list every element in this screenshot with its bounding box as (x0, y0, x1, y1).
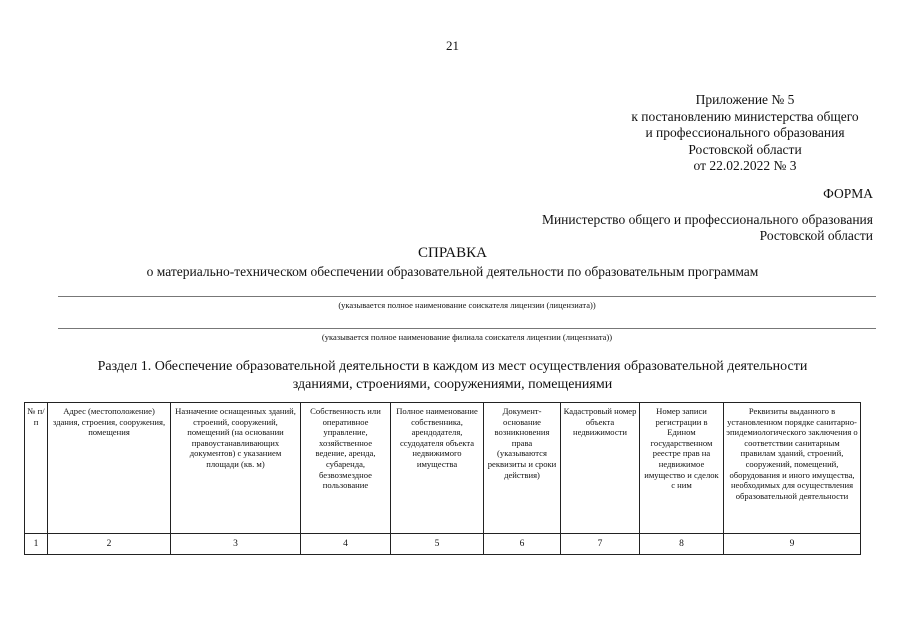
appendix-line: от 22.02.2022 № 3 (693, 158, 797, 173)
section-heading-line: зданиями, строениями, сооружениями, помещениями (292, 377, 613, 392)
form-label: ФОРМА (823, 186, 873, 201)
section-heading-line: Раздел 1. Обеспечение образовательной деятельности в каждом из мест осуществления образовательной деятельности (97, 359, 808, 374)
fill-in-line (58, 296, 876, 297)
fill-in-hint: (указывается полное наименование филиала соискателя лицензии (лицензиата)) (321, 332, 613, 342)
table-header-cell: № п/п (25, 403, 48, 534)
document-title: СПРАВКА (418, 245, 487, 261)
table-number-cell: 1 (25, 534, 48, 555)
table-header-cell: Назначение оснащенных зданий, строений, сооружений, помещений (на основании правоустанавливающих документов) с указанием площади (кв. м) (171, 403, 301, 534)
appendix-line: Приложение № 5 (695, 92, 795, 107)
table-header-cell: Собственность или оперативное управление, хозяйственное ведение, аренда, субаренда, безвозмездное пользование (301, 403, 391, 534)
table-number-row (25, 534, 861, 555)
table-header-cell: Кадастровый номер объекта недвижимости (561, 403, 640, 534)
table-number-cell: 8 (640, 534, 724, 555)
table-header-cell: Номер записи регистрации в Едином государственном реестре прав на недвижимое имущество и сделок с ним (640, 403, 724, 534)
page-number: 21 (446, 38, 459, 53)
ministry-block (542, 212, 873, 244)
table-number-cell: 5 (391, 534, 484, 555)
table-header-cell: Реквизиты выданного в установленном порядке санитарно-эпидемиологического заключения о соответствии санитарным правилам зданий, строений, сооружений, помещений, оборудования и иного имущества, необходимых для осуществления образовательной деятельности (724, 403, 861, 534)
appendix-block (560, 92, 905, 175)
appendix-line: и профессионального образования (645, 125, 845, 140)
appendix-line: к постановлению министерства общего (631, 108, 859, 124)
appendix-line: Ростовской области (688, 141, 802, 157)
table-number-cell: 4 (301, 534, 391, 555)
ministry-line: Министерство общего и профессионального образования (541, 212, 873, 227)
fill-in-hint: (указывается полное наименование соискателя лицензии (лицензиата)) (338, 300, 596, 310)
ministry-line: Ростовской области (759, 228, 873, 243)
facilities-table (24, 402, 861, 555)
table-header-cell: Полное наименование собственника, арендодателя, ссудодателя объекта недвижимого имущества (391, 403, 484, 534)
document-subtitle: о материально-техническом обеспечении образовательной деятельности по образовательным программам (146, 264, 759, 279)
table-number-cell: 2 (48, 534, 171, 555)
table-header-cell: Адрес (местоположение) здания, строения, сооружения, помещения (48, 403, 171, 534)
section-heading (0, 358, 905, 394)
fill-in-line (58, 328, 876, 329)
table-header-cell: Документ-основание возникновения права (указываются реквизиты и сроки действия) (484, 403, 561, 534)
table-number-cell: 3 (171, 534, 301, 555)
table-number-cell: 7 (561, 534, 640, 555)
table-number-cell: 6 (484, 534, 561, 555)
table-header-row (25, 403, 861, 534)
table-number-cell: 9 (724, 534, 861, 555)
